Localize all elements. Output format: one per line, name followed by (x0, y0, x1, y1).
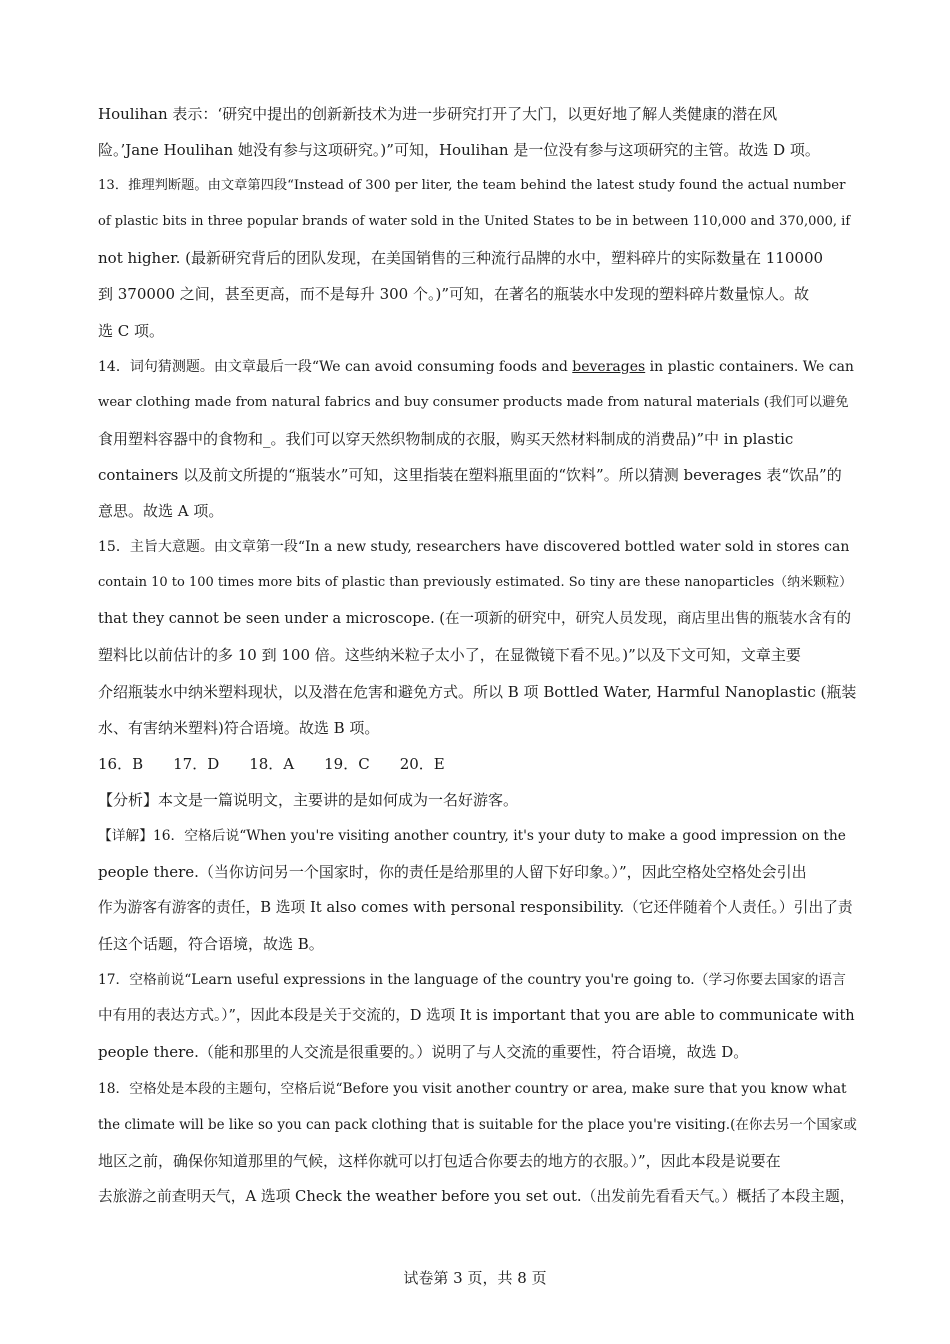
question-15-line-4: 塑料比以前估计的多 10 到 100 倍。这些纳米粒子太小了，在显微镜下看不见。)”以及下文可知，文章主要 (98, 646, 801, 665)
text-line-1: Houlihan 表示：‘研究中提出的创新新技术为进一步研究打开了大门，以更好地了解人类健康的潜在风 (98, 105, 778, 123)
question-14-line-2: wear clothing made from natural fabrics and buy consumer products made from natural materials (我们可以避免 (98, 394, 849, 410)
detail-17-line-3: people there.（能和那里的人交流是很重要的。）说明了与人交流的重要性，符合语境，故选 D。 (98, 1043, 749, 1062)
detail-18-line-3: 地区之前，确保你知道那里的气候，这样你就可以打包适合你要去的地方的衣服。）”，因此本段是说要在 (98, 1151, 781, 1170)
question-13-line-5: 选 C 项。 (98, 321, 165, 340)
detail-16-line-4: 任这个话题，符合语境，故选 B。 (98, 935, 324, 954)
analysis-line: 【分析】本文是一篇说明文，主要讲的是如何成为一名好游客。 (98, 790, 519, 809)
detail-17-line-1: 17．空格前说“Learn useful expressions in the language of the country you're going to.（学习你要去国家的语言 (98, 972, 846, 989)
text-line-2: 险。’Jane Houlihan 她没有参与这项研究。)”可知，Houlihan 是一位没有参与这项研究的主管。故选 D 项。 (98, 141, 820, 160)
page-footer: 试卷第 3 页，共 8 页 (403, 1269, 547, 1287)
page-body (98, 96, 858, 1215)
question-13-line-1: 13．推理判断题。由文章第四段“Instead of 300 per liter, the team behind the latest study found the actual number (98, 178, 846, 194)
detail-16-line-2: people there.（当你访问另一个国家时，你的责任是给那里的人留下好印象。）”，因此空格处空格处会引出 (98, 862, 807, 881)
question-14-line-1-tail: in plastic containers. We can (645, 358, 854, 375)
question-15-line-1: 15．主旨大意题。由文章第一段“In a new study, researchers have discovered bottled water sold in stores can (98, 539, 850, 556)
question-14-line-4: containers 以及前文所提的“瓶装水”可知，这里指装在塑料瓶里面的“饮料”。所以猜测 beverages 表“饮品”的 (98, 465, 842, 484)
detail-18-line-4: 去旅游之前查明天气，A 选项 Check the weather before you set out.（出发前先看看天气。）概括了本段主题， (98, 1187, 855, 1205)
question-14-line-1 (98, 349, 858, 385)
underlined-word: beverages (572, 358, 646, 375)
question-14-line-5: 意思。故选 A 项。 (98, 502, 224, 521)
question-13-line-2: of plastic bits in three popular brands of water sold in the United States to be in between 110,000 and 370,000, if (98, 214, 851, 230)
question-14-line-1-head: 14．词句猜测题。由文章最后一段“We can avoid consuming foods and (98, 358, 573, 375)
question-15-line-5: 介绍瓶装水中纳米塑料现状，以及潜在危害和避免方式。所以 B 项 Bottled Water, Harmful Nanoplastic (瓶装 (98, 682, 857, 701)
detail-17-line-2: 中有用的表达方式。）”，因此本段是关于交流的，D 选项 It is important that you are able to communicate with (98, 1008, 855, 1025)
answers-16-20: 16．B 17．D 18．A 19．C 20．E (98, 754, 445, 773)
detail-16-line-3: 作为游客有游客的责任，B 选项 It also comes with personal responsibility.（它还伴随着个人责任。）引出了责 (98, 899, 853, 917)
question-13-line-3: not higher. (最新研究背后的团队发现，在美国销售的三种流行品牌的水中，塑料碎片的实际数量在 110000 (98, 249, 824, 268)
detail-18-line-2: the climate will be like so you can pack clothing that is suitable for the place you're visiting.(在你去另一个国家或 (98, 1116, 857, 1133)
question-15-line-3: that they cannot be seen under a microscope. (在一项新的研究中，研究人员发现，商店里出售的瓶装水含有的 (98, 611, 851, 628)
detail-18-line-1: 18．空格处是本段的主题句，空格后说“Before you visit another country or area, make sure that you know what (98, 1080, 847, 1097)
question-15-line-2: contain 10 to 100 times more bits of plastic than previously estimated. So tiny are these nanoparticles（纳米颗粒） (98, 575, 853, 591)
question-15-line-6: 水、有害纳米塑料)符合语境。故选 B 项。 (98, 718, 380, 737)
detail-16-line-1: 【详解】16．空格后说“When you're visiting another country, it's your duty to make a good impression on the (98, 827, 846, 844)
question-13-line-4: 到 370000 之间，甚至更高，而不是每升 300 个。)”可知，在著名的瓶装水中发现的塑料碎片数量惊人。故 (98, 285, 809, 304)
question-14-line-3: 食用塑料容器中的食物和_。我们可以穿天然织物制成的衣服，购买天然材料制成的消费品)”中 in plastic (98, 429, 794, 448)
